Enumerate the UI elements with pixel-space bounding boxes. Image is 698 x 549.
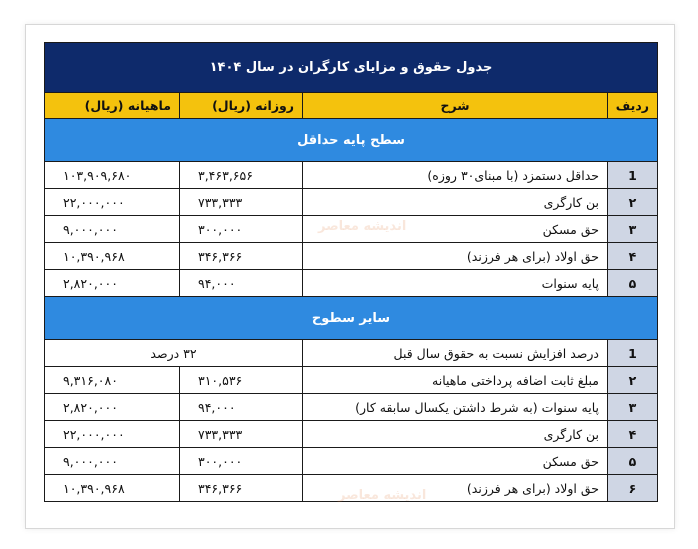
row-daily-value: ۳۴۶,۳۶۶ — [180, 475, 303, 502]
row-daily-value: ۳۰۰,۰۰۰ — [180, 216, 303, 243]
row-daily-value: ۹۴,۰۰۰ — [180, 394, 303, 421]
row-number: ۳ — [608, 394, 658, 421]
row-daily-value: ۳۰۰,۰۰۰ — [180, 448, 303, 475]
row-daily-value: ۷۳۳,۳۳۳ — [180, 189, 303, 216]
row-monthly-value: ۲۲,۰۰۰,۰۰۰ — [45, 189, 180, 216]
row-monthly-value: ۹,۰۰۰,۰۰۰ — [45, 448, 180, 475]
watermark-text: اندیشه معاصر — [318, 219, 407, 234]
row-monthly-value: ۲۲,۰۰۰,۰۰۰ — [45, 421, 180, 448]
table-row — [45, 189, 658, 216]
row-description: حق اولاد (برای هر فرزند) — [303, 243, 608, 270]
row-monthly-value: ۹,۰۰۰,۰۰۰ — [45, 216, 180, 243]
row-monthly-value: ۹,۳۱۶,۰۸۰ — [45, 367, 180, 394]
row-description: حق مسکن — [303, 448, 608, 475]
row-description: بن کارگری — [303, 189, 608, 216]
row-description: حداقل دستمزد (با مبنای۳۰ روزه) — [303, 162, 608, 189]
section-row-other — [45, 297, 658, 340]
row-description: حق اولاد (برای هر فرزند) — [303, 475, 608, 502]
row-monthly-value: ۲,۸۲۰,۰۰۰ — [45, 394, 180, 421]
row-merged-value: ۳۲ درصد — [45, 340, 303, 367]
section-title: سایر سطوح — [45, 297, 658, 340]
row-number: 1 — [608, 162, 658, 189]
table-row — [45, 243, 658, 270]
section-title: سطح پایه حداقل — [45, 119, 658, 162]
row-monthly-value: ۱۰۳,۹۰۹,۶۸۰ — [45, 162, 180, 189]
table-row — [45, 340, 658, 367]
table-title: جدول حقوق و مزایای کارگران در سال ۱۴۰۴ — [45, 43, 658, 93]
row-daily-value: ۹۴,۰۰۰ — [180, 270, 303, 297]
row-number: ۵ — [608, 270, 658, 297]
row-number: ۶ — [608, 475, 658, 502]
row-number: ۲ — [608, 189, 658, 216]
row-description: پایه سنوات — [303, 270, 608, 297]
section-row-base — [45, 119, 658, 162]
header-row — [45, 93, 658, 119]
row-monthly-value: ۲,۸۲۰,۰۰۰ — [45, 270, 180, 297]
row-number: ۴ — [608, 421, 658, 448]
table-row — [45, 448, 658, 475]
table-row — [45, 162, 658, 189]
row-number: ۲ — [608, 367, 658, 394]
row-number: ۵ — [608, 448, 658, 475]
row-daily-value: ۷۳۳,۳۳۳ — [180, 421, 303, 448]
table-row — [45, 367, 658, 394]
row-description: بن کارگری — [303, 421, 608, 448]
wage-table — [44, 42, 658, 502]
row-daily-value: ۳,۴۶۳,۶۵۶ — [180, 162, 303, 189]
table-row — [45, 270, 658, 297]
header-daily: روزانه (ریال) — [180, 93, 303, 119]
row-number: ۳ — [608, 216, 658, 243]
row-description: پایه سنوات (به شرط داشتن یکسال سابقه کار) — [303, 394, 608, 421]
table-row — [45, 421, 658, 448]
header-monthly: ماهیانه (ریال) — [45, 93, 180, 119]
title-row — [45, 43, 658, 93]
row-number: 1 — [608, 340, 658, 367]
row-daily-value: ۳۴۶,۳۶۶ — [180, 243, 303, 270]
header-description: شرح — [303, 93, 608, 119]
row-description: حق مسکن — [303, 216, 608, 243]
row-number: ۴ — [608, 243, 658, 270]
row-monthly-value: ۱۰,۳۹۰,۹۶۸ — [45, 243, 180, 270]
row-monthly-value: ۱۰,۳۹۰,۹۶۸ — [45, 475, 180, 502]
row-description: درصد افزایش نسبت به حقوق سال قبل — [303, 340, 608, 367]
watermark-text: اندیشه معاصر — [338, 488, 427, 503]
header-row-number: ردیف — [608, 93, 658, 119]
table-row — [45, 394, 658, 421]
row-daily-value: ۳۱۰,۵۳۶ — [180, 367, 303, 394]
row-description: مبلغ ثابت اضافه پرداختی ماهیانه — [303, 367, 608, 394]
